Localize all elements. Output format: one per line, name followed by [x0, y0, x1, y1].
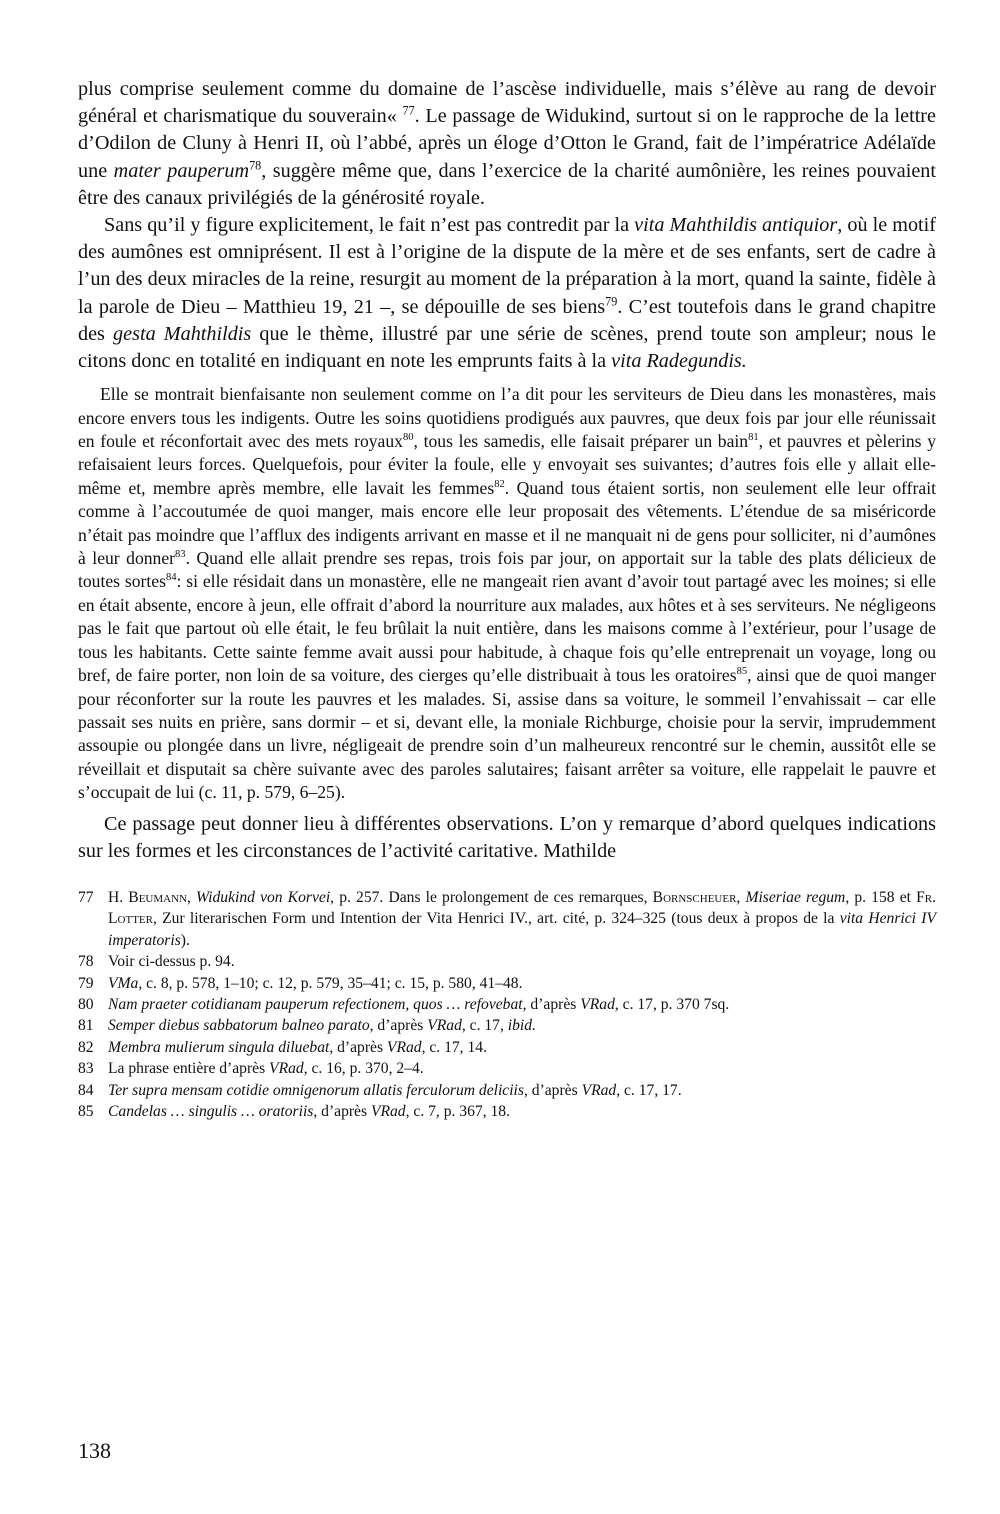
paragraph-2 [78, 212, 936, 375]
text-run: , ainsi que de quoi manger pour réconforter sur la route les pauvres et les malades. Si, assise dans sa voiture, le sommeil l’envahissait – car elle passait ses nuits en prière, sans dormir – et si, devant elle, la moniale Richburge, choisie pour la servir, imprudemment assoupie ou plongée dans un livre, négligeait de prendre soin d’un malheureux rencontré sur le chemin, aussitôt elle se réveillait et disputait sa chère suivante avec des paroles salutaires; faisant arrêter sa voiture, elle rappelait le pauvre et s’occupait de lui (c. 11, p. 579, 6–25). [78, 665, 936, 803]
text-run: , et pauvres et pèlerins y refaisaient leurs forces. Quelquefois, pour éviter la foule, elle y envoyait ses suivantes; d’autres fois elle y allait elle-même et, membre après membre, elle lavait les femmes [78, 431, 936, 498]
footnote-number: 85 [78, 1103, 94, 1121]
footnote-80 [78, 994, 936, 1015]
footnote-number: 80 [78, 995, 94, 1013]
footnote-ref-79[interactable]: 79 [605, 293, 618, 308]
footnote-text: H. Beumann, Widukind von Korvei, p. 257. Dans le prolongement de ces remarques, Bornscheuer, Miseriae regum, p. 158 et Fr. Lotter, Zur literarischen Form und Intention der Vita Henrici IV., art. cité, p. 324–325 (tous deux à propos de la vita Henrici IV imperatoris). [108, 888, 937, 949]
text-run: , tous les samedis, elle faisait préparer un bain [413, 431, 749, 452]
footnote-number: 84 [78, 1081, 94, 1099]
footnote-79 [78, 973, 936, 994]
footnote-ref-81[interactable]: 81 [748, 432, 759, 444]
italic-term: mater pauperum [113, 159, 250, 182]
text-run: , suggère même que, dans l’exercice de la charité aumônière, les reines pouvaient être des canaux privilégiés de la générosité royale. [78, 159, 936, 209]
footnote-ref-77[interactable]: 77 [402, 103, 415, 118]
text-run: . C’est toutefois dans le grand chapitre des [78, 295, 936, 345]
footnote-ref-84[interactable]: 84 [165, 572, 177, 584]
footnote-number: 81 [78, 1017, 94, 1035]
footnotes [78, 887, 936, 1122]
text-run: : si elle résidait dans un monastère, elle ne mangeait rien avant d’avoir tout partagé avec les moines; si elle en était absente, encore à jeun, elle offrait d’abord la nourriture aux malades, aux hôtes et à ses serviteurs. Ne négligeons pas le fait que partout où elle était, le feu brûlait la nuit entière, dans les maisons comme à l’extérieur, pour l’usage de tous les habitants. Cette sainte femme avait aussi pour habitude, à chaque fois qu’elle entreprenait un voyage, long ou bref, de faire porter, non loin de sa voiture, des cierges qu’elle distribuait à tous les oratoires [78, 571, 936, 686]
footnote-84 [78, 1080, 936, 1101]
footnote-ref-83[interactable]: 83 [175, 549, 186, 561]
footnote-text: Nam praeter cotidianam pauperum refectionem, quos … refovebat, d’après VRad, c. 17, p. 370 7sq. [108, 995, 730, 1013]
text-run: Elle se montrait bienfaisante non seulement comme on l’a dit pour les serviteurs de Dieu dans les monastères, mais encore envers tous les indigents. Outre les soins quotidiens prodigués aux pauvres, que deux fois par jour elle réunissait en foule et réconfortait avec des mets royaux [78, 384, 936, 452]
footnote-number: 82 [78, 1038, 94, 1056]
footnote-text: VMa, c. 8, p. 578, 1–10; c. 12, p. 579, 35–41; c. 15, p. 580, 41–48. [108, 974, 523, 992]
footnote-ref-80[interactable]: 80 [402, 432, 414, 444]
footnote-85 [78, 1101, 936, 1122]
page-content [78, 76, 936, 1122]
footnote-82 [78, 1037, 936, 1058]
text-run: . Quand tous étaient sortis, non seulement elle leur offrait comme à l’accoutumée de quoi manger, mais encore elle leur proposait des vêtements. L’étendue de sa miséricorde n’était pas moindre que l’afflux des indigents arrivant en masse et il ne manquait ni de gens pour solliciter, ni d’aumônes à leur donner [78, 477, 936, 569]
footnote-text: Semper diebus sabbatorum balneo parato, d’après VRad, c. 17, ibid. [108, 1017, 536, 1035]
text-run: , où le motif des aumônes est omniprésent. Il est à l’origine de la dispute de la mère et de ses enfants, sert de cadre à l’un des deux miracles de la reine, resurgit au moment de la préparation à la mort, quand la sainte, fidèle à la parole de Dieu – Matthieu 19, 21 –, se dépouille de ses biens [78, 214, 936, 318]
footnote-text: Membra mulierum singula diluebat, d’après VRad, c. 17, 14. [108, 1038, 487, 1056]
italic-title: vita Radegundis. [611, 350, 747, 373]
footnote-ref-78[interactable]: 78 [249, 157, 262, 172]
block-quote [78, 383, 936, 804]
text-run: plus comprise seulement comme du domaine de l’ascèse individuelle, mais s’élève au rang de devoir général et charismatique du souverain« [78, 78, 936, 128]
footnote-text: La phrase entière d’après VRad, c. 16, p. 370, 2–4. [108, 1060, 424, 1078]
footnote-number: 77 [78, 888, 94, 906]
footnote-number: 83 [78, 1060, 94, 1078]
footnote-number: 78 [78, 953, 94, 971]
text-run: Sans qu’il y figure explicitement, le fait n’est pas contredit par la [104, 214, 635, 237]
footnote-78 [78, 951, 936, 972]
footnote-text: Ter supra mensam cotidie omnigenorum allatis ferculorum deliciis, d’après VRad, c. 17, 17. [108, 1081, 682, 1099]
italic-title: vita Mahthildis antiquior [634, 214, 838, 237]
page-number: 138 [78, 1438, 111, 1463]
text-run: que le thème, illustré par une série de scènes, prend toute son ampleur; nous le citons donc en totalité en indiquant en note les emprunts faits à la [78, 322, 936, 373]
footnote-77 [78, 887, 936, 951]
paragraph-3: Ce passage peut donner lieu à différentes observations. L’on y remarque d’abord quelques indications sur les formes et les circonstances de l’activité caritative. Mathilde [78, 812, 936, 862]
paragraph-1 [78, 76, 936, 212]
footnote-83 [78, 1058, 936, 1079]
text-run: . Le passage de Widukind, surtout si on le rapproche de la lettre d’Odilon de Cluny à Henri II, où l’abbé, après un éloge d’Otton le Grand, fait de l’impératrice Adélaïde une [78, 105, 936, 182]
italic-title: gesta Mahthildis [113, 322, 252, 345]
footnote-81 [78, 1015, 936, 1036]
footnote-number: 79 [78, 974, 94, 992]
footnote-text: Voir ci-dessus p. 94. [108, 953, 235, 971]
text-run: . Quand elle allait prendre ses repas, trois fois par jour, on apportait sur la table des plats délicieux de toutes sortes [78, 548, 936, 592]
footnote-text: Candelas … singulis … oratoriis, d’après VRad, c. 7, p. 367, 18. [108, 1103, 510, 1121]
footnote-ref-85[interactable]: 85 [736, 666, 748, 678]
footnote-ref-82[interactable]: 82 [494, 479, 505, 490]
